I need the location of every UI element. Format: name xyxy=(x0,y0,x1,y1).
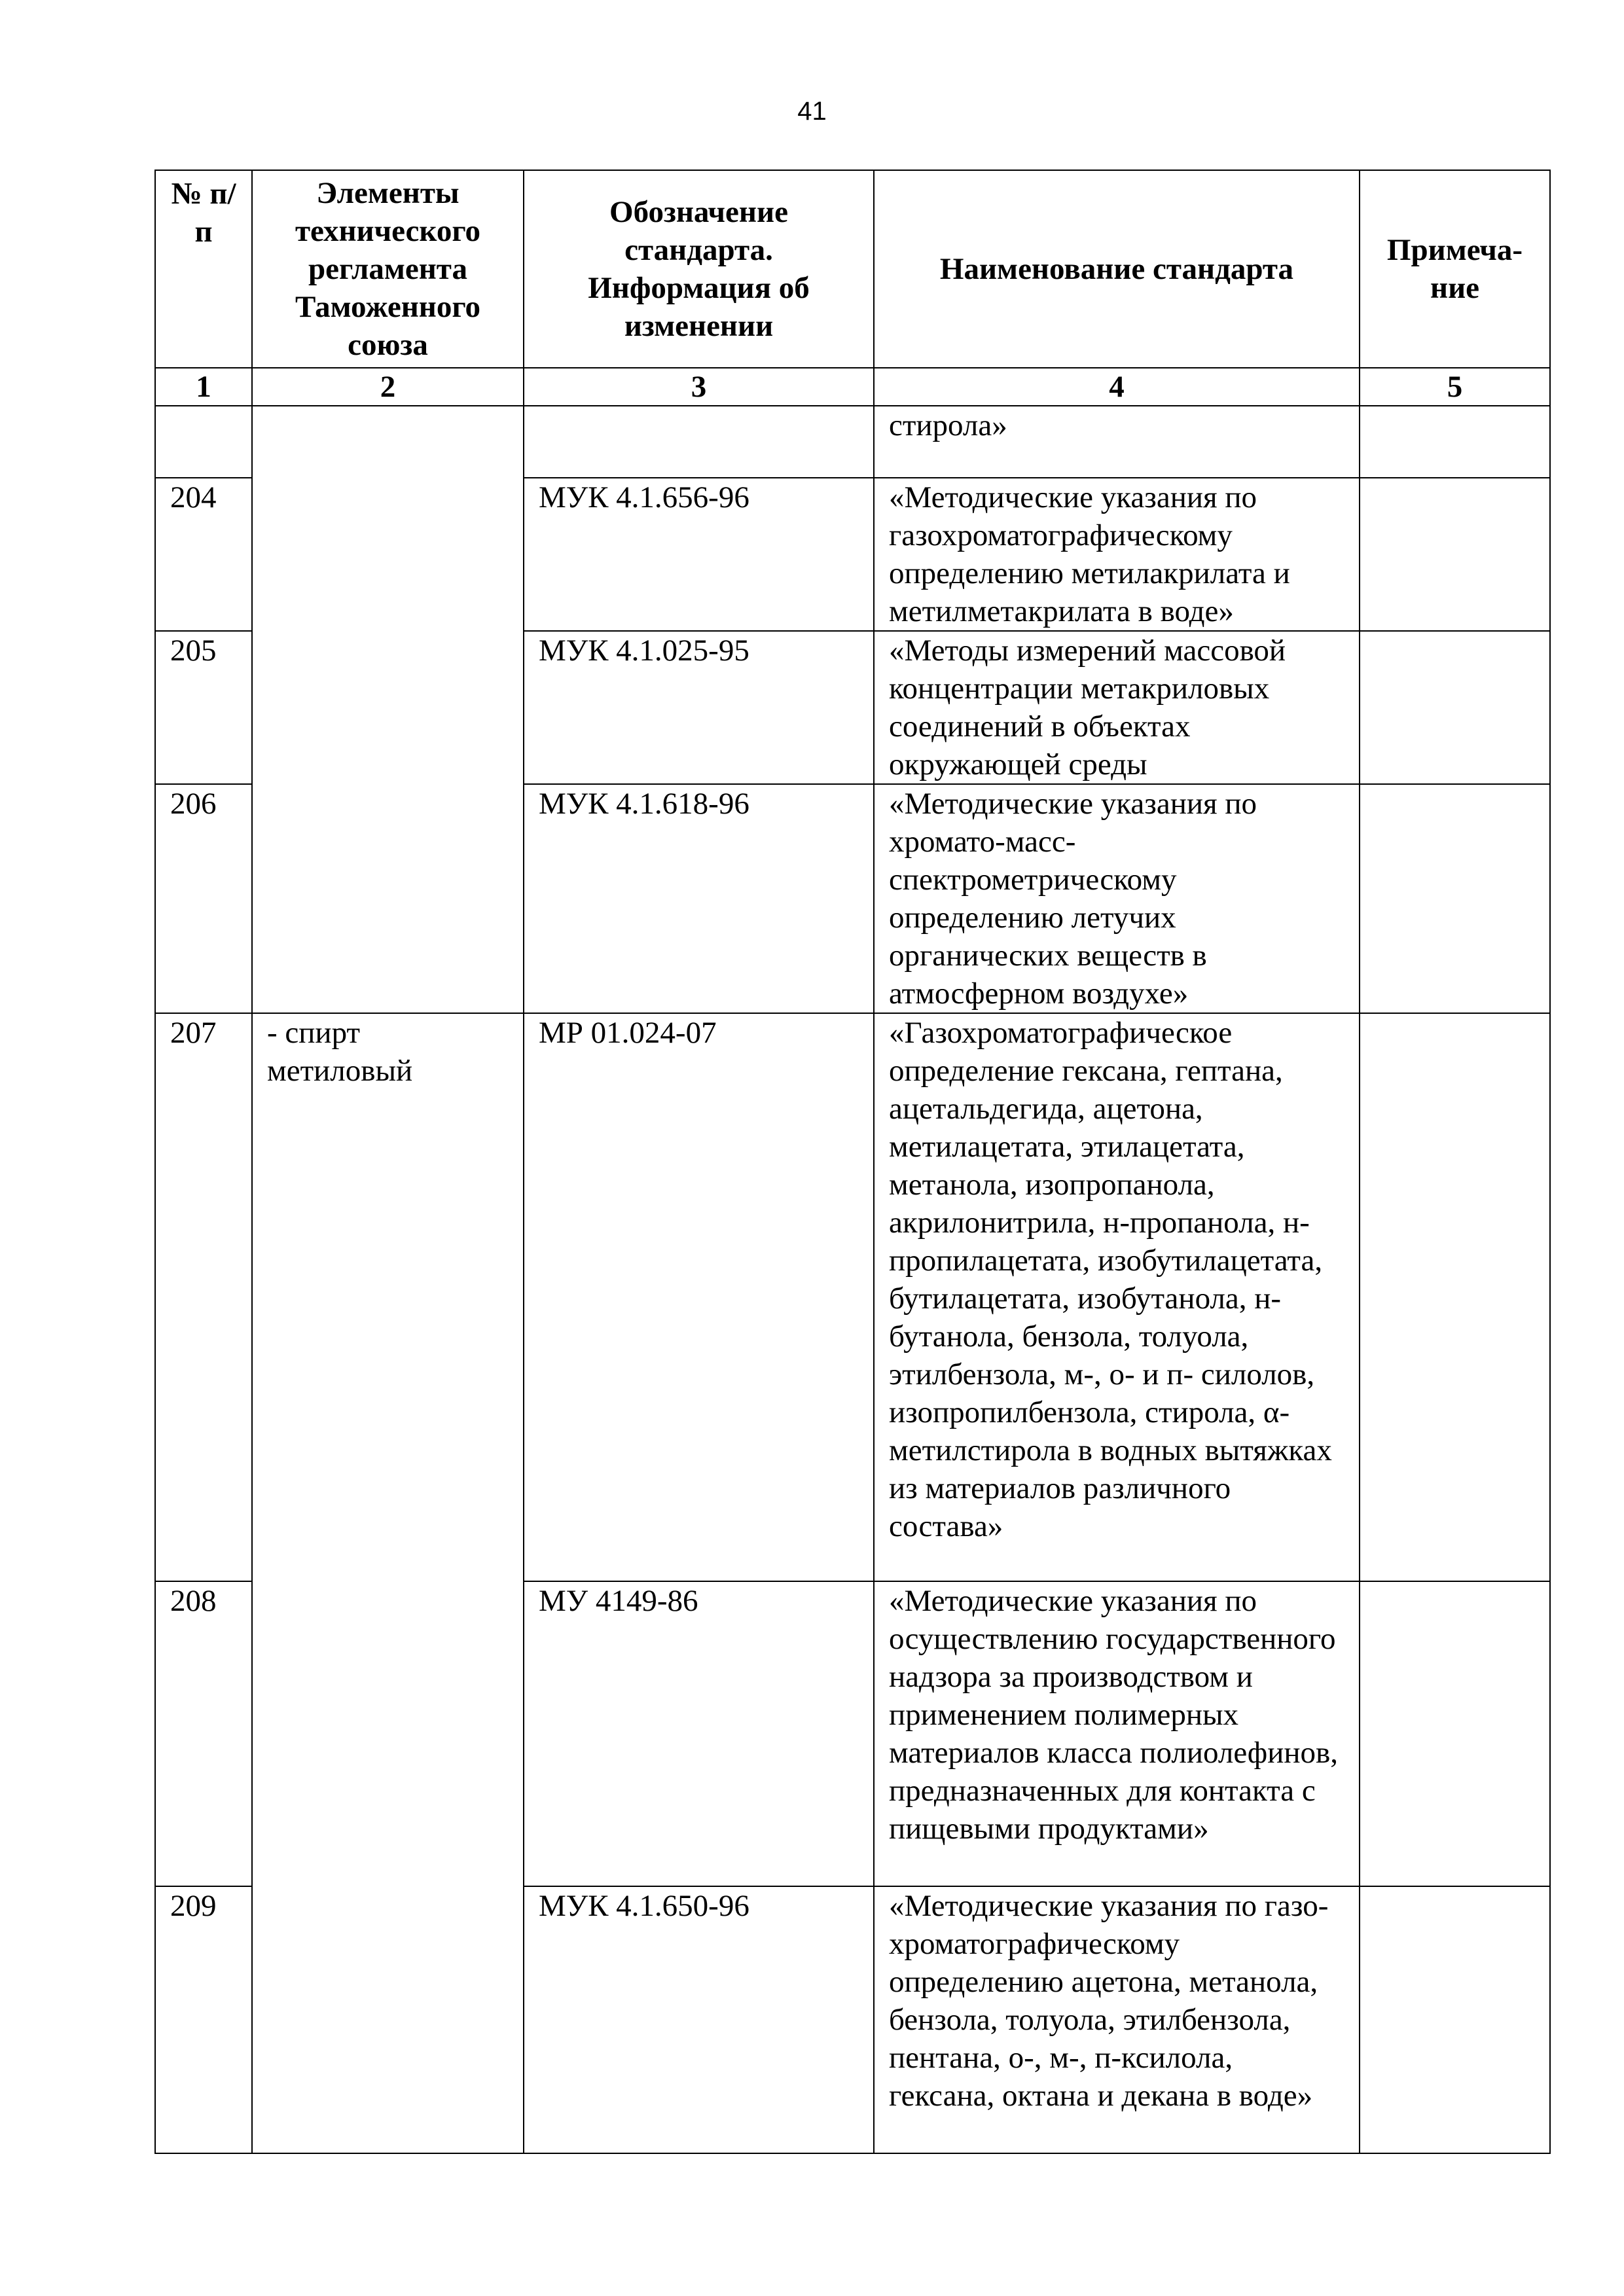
code-cell: МУ 4149-86 xyxy=(524,1581,874,1886)
standard-name-cell: «Методические указания по хромато-масс-спектрометрическому определению летучих органических веществ в атмосферном воздухе» xyxy=(874,784,1360,1013)
standard-name-cell: «Газохроматографическое определение гексана, гептана, ацетальдегида, ацетона, метилацетата, этилацетата, метанола, изопропанола, акрилонитрила, н-пропанола, н-пропилацетата, изобутилацетата, бутилацетата, изобутанола, н- бутанола, бензола, толуола, этилбензола, м-, о- и п- силолов, изопропилбензола, стирола, α-метилстирола в водных вытяжках из материалов различного состава» xyxy=(874,1013,1360,1581)
column-number: 2 xyxy=(252,368,524,406)
element-cell: - спирт метиловый xyxy=(252,1013,524,2153)
note-cell xyxy=(1360,478,1550,631)
standard-name-cell: «Методические указания по газохроматографическому определению метилакрилата и метилметакрилата в воде» xyxy=(874,478,1360,631)
number-cell: 204 xyxy=(155,478,252,631)
code-cell: МУК 4.1.650-96 xyxy=(524,1886,874,2153)
number-cell: 205 xyxy=(155,631,252,784)
number-cell xyxy=(155,406,252,478)
column-number: 5 xyxy=(1360,368,1550,406)
header-standard-name: Наименование стандарта xyxy=(874,170,1360,368)
code-cell: МУК 4.1.618-96 xyxy=(524,784,874,1013)
code-cell xyxy=(524,406,874,478)
number-cell: 207 xyxy=(155,1013,252,1581)
table-row xyxy=(155,1013,1550,1581)
standards-table xyxy=(154,170,1551,2154)
header-element: Элементы технического регламента Таможенного союза xyxy=(252,170,524,368)
code-cell: МР 01.024-07 xyxy=(524,1013,874,1581)
column-number: 1 xyxy=(155,368,252,406)
number-cell: 208 xyxy=(155,1581,252,1886)
standard-name-cell: «Методы измерений массовой концентрации метакриловых соединений в объектах окружающей среды xyxy=(874,631,1360,784)
header-row xyxy=(155,170,1550,368)
column-number: 4 xyxy=(874,368,1360,406)
note-cell xyxy=(1360,1013,1550,1581)
standard-name-cell: «Методические указания по осуществлению государственного надзора за производством и применением полимерных материалов класса полиолефинов, предназначенных для контакта с пищевыми продуктами» xyxy=(874,1581,1360,1886)
code-cell: МУК 4.1.656-96 xyxy=(524,478,874,631)
note-cell xyxy=(1360,631,1550,784)
table-row-continuation xyxy=(155,406,1550,478)
note-cell xyxy=(1360,1581,1550,1886)
column-number: 3 xyxy=(524,368,874,406)
page-number: 41 xyxy=(797,97,827,126)
standard-name-cell: стирола» xyxy=(874,406,1360,478)
code-cell: МУК 4.1.025-95 xyxy=(524,631,874,784)
element-cell xyxy=(252,406,524,1013)
header-note: Примеча-ние xyxy=(1360,170,1550,368)
number-cell: 209 xyxy=(155,1886,252,2153)
header-designation: Обозначение стандарта. Информация об изменении xyxy=(524,170,874,368)
number-cell: 206 xyxy=(155,784,252,1013)
header-number: № п/п xyxy=(155,170,252,368)
note-cell xyxy=(1360,406,1550,478)
column-number-row xyxy=(155,368,1550,406)
note-cell xyxy=(1360,1886,1550,2153)
note-cell xyxy=(1360,784,1550,1013)
standard-name-cell: «Методические указания по газо- хроматографическому определению ацетона, метанола, бензола, толуола, этилбензола, пентана, о-, м-, п-ксилола, гексана, октана и декана в воде» xyxy=(874,1886,1360,2153)
